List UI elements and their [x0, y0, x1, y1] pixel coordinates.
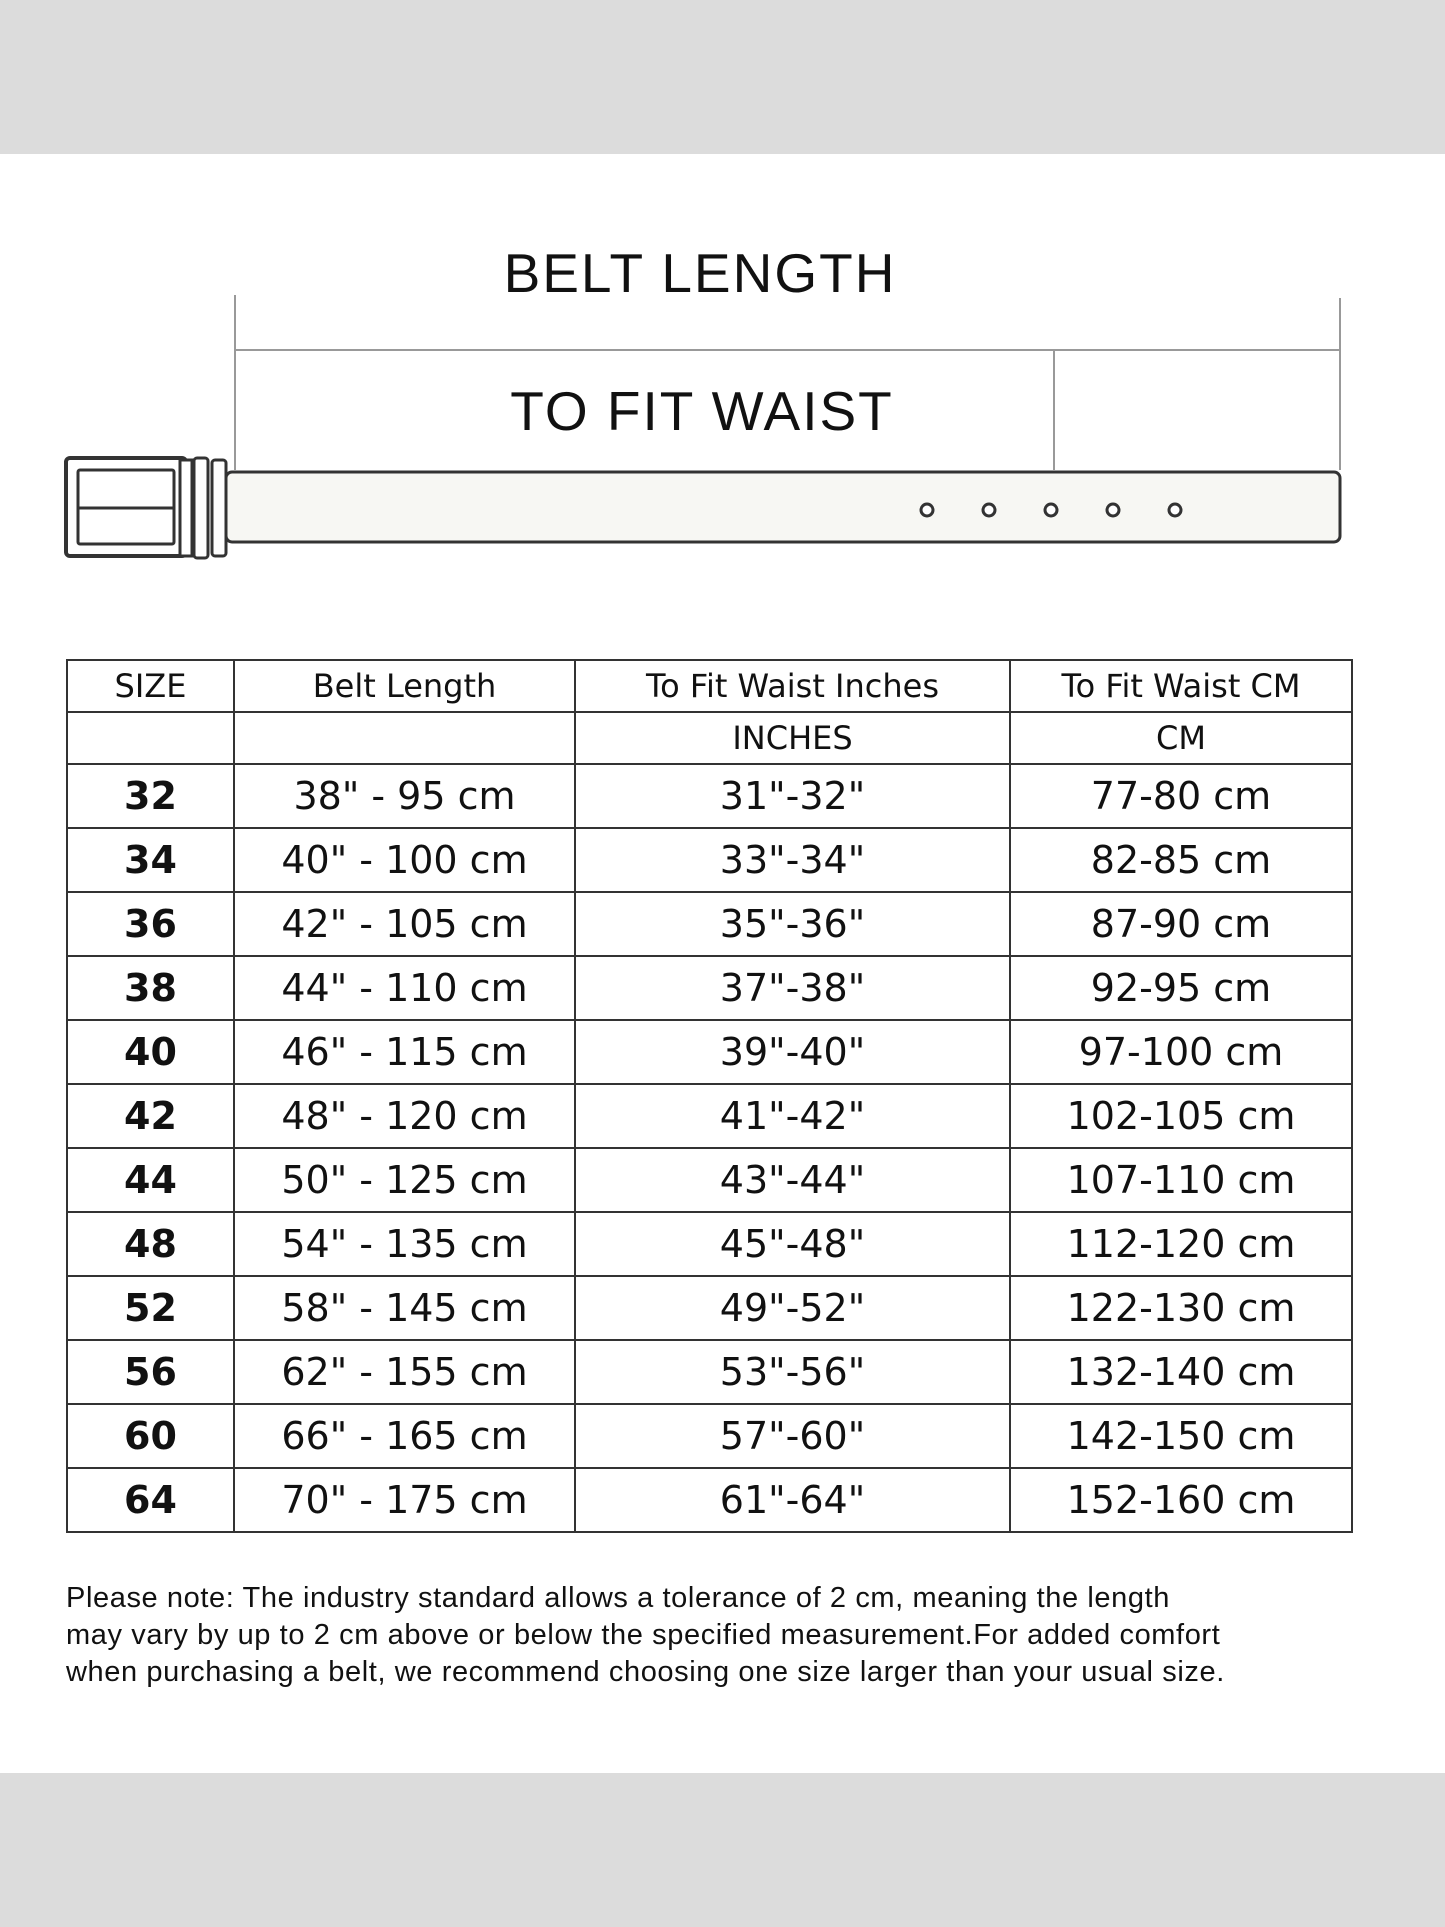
waist-inches-cell: 31"-32" [575, 764, 1010, 828]
belt-length-cell: 70" - 175 cm [234, 1468, 575, 1532]
size-cell: 52 [67, 1276, 234, 1340]
waist-cm-cell: 122-130 cm [1010, 1276, 1352, 1340]
belt-length-cell: 42" - 105 cm [234, 892, 575, 956]
belt-length-label: BELT LENGTH [503, 242, 897, 304]
note-line-1: Please note: The industry standard allows a tolerance of 2 cm, meaning the length [66, 1582, 1170, 1614]
size-cell: 34 [67, 828, 234, 892]
table-row [67, 764, 1352, 828]
size-cell: 56 [67, 1340, 234, 1404]
belt-buckle [66, 458, 226, 558]
waist-cm-cell: 102-105 cm [1010, 1084, 1352, 1148]
belt-diagram [0, 0, 1445, 600]
bottom-band [0, 1773, 1445, 1927]
size-cell: 44 [67, 1148, 234, 1212]
waist-inches-cell: 53"-56" [575, 1340, 1010, 1404]
table-row [67, 828, 1352, 892]
waist-inches-cell: 61"-64" [575, 1468, 1010, 1532]
belt-length-cell: 46" - 115 cm [234, 1020, 575, 1084]
unit-cm: CM [1010, 712, 1352, 764]
to-fit-waist-label: TO FIT WAIST [510, 380, 894, 442]
size-cell: 42 [67, 1084, 234, 1148]
table-row [67, 892, 1352, 956]
waist-cm-cell: 97-100 cm [1010, 1020, 1352, 1084]
belt-length-cell: 38" - 95 cm [234, 764, 575, 828]
size-cell: 38 [67, 956, 234, 1020]
belt-hole [1107, 504, 1119, 516]
table-row [67, 956, 1352, 1020]
belt-length-cell: 66" - 165 cm [234, 1404, 575, 1468]
belt-length-cell: 40" - 100 cm [234, 828, 575, 892]
waist-inches-cell: 57"-60" [575, 1404, 1010, 1468]
table-row [67, 1468, 1352, 1532]
note-line-3: when purchasing a belt, we recommend choosing one size larger than your usual size. [66, 1656, 1225, 1688]
waist-inches-cell: 39"-40" [575, 1020, 1010, 1084]
unit-belt-length [234, 712, 575, 764]
table-row [67, 1340, 1352, 1404]
belt-length-cell: 44" - 110 cm [234, 956, 575, 1020]
waist-cm-cell: 92-95 cm [1010, 956, 1352, 1020]
table-row [67, 1020, 1352, 1084]
belt-hole [921, 504, 933, 516]
waist-inches-cell: 35"-36" [575, 892, 1010, 956]
header-waist-inches: To Fit Waist Inches [575, 660, 1010, 712]
size-cell: 60 [67, 1404, 234, 1468]
table-row [67, 1084, 1352, 1148]
belt-hole [1045, 504, 1057, 516]
waist-cm-cell: 107-110 cm [1010, 1148, 1352, 1212]
table-header-row [67, 660, 1352, 712]
waist-inches-cell: 33"-34" [575, 828, 1010, 892]
size-cell: 36 [67, 892, 234, 956]
size-cell: 48 [67, 1212, 234, 1276]
header-waist-cm: To Fit Waist CM [1010, 660, 1352, 712]
belt-hole [983, 504, 995, 516]
table-row [67, 1276, 1352, 1340]
belt-length-cell: 50" - 125 cm [234, 1148, 575, 1212]
waist-cm-cell: 87-90 cm [1010, 892, 1352, 956]
table-row [67, 1148, 1352, 1212]
belt-length-cell: 54" - 135 cm [234, 1212, 575, 1276]
waist-cm-cell: 112-120 cm [1010, 1212, 1352, 1276]
waist-inches-cell: 41"-42" [575, 1084, 1010, 1148]
header-size: SIZE [67, 660, 234, 712]
note-line-2: may vary by up to 2 cm above or below the specified measurement.For added comfort [66, 1619, 1221, 1651]
header-belt-length: Belt Length [234, 660, 575, 712]
waist-inches-cell: 43"-44" [575, 1148, 1010, 1212]
belt-length-cell: 58" - 145 cm [234, 1276, 575, 1340]
waist-cm-cell: 77-80 cm [1010, 764, 1352, 828]
belt-length-cell: 62" - 155 cm [234, 1340, 575, 1404]
waist-cm-cell: 132-140 cm [1010, 1340, 1352, 1404]
waist-inches-cell: 45"-48" [575, 1212, 1010, 1276]
unit-size [67, 712, 234, 764]
size-chart-table [66, 659, 1353, 1533]
waist-cm-cell: 82-85 cm [1010, 828, 1352, 892]
waist-inches-cell: 37"-38" [575, 956, 1010, 1020]
waist-cm-cell: 152-160 cm [1010, 1468, 1352, 1532]
size-cell: 64 [67, 1468, 234, 1532]
table-unit-row [67, 712, 1352, 764]
waist-inches-cell: 49"-52" [575, 1276, 1010, 1340]
tolerance-note [66, 1580, 1406, 1691]
unit-inches: INCHES [575, 712, 1010, 764]
belt-length-cell: 48" - 120 cm [234, 1084, 575, 1148]
size-cell: 32 [67, 764, 234, 828]
size-cell: 40 [67, 1020, 234, 1084]
belt-hole [1169, 504, 1181, 516]
table-row [67, 1212, 1352, 1276]
waist-cm-cell: 142-150 cm [1010, 1404, 1352, 1468]
table-row [67, 1404, 1352, 1468]
